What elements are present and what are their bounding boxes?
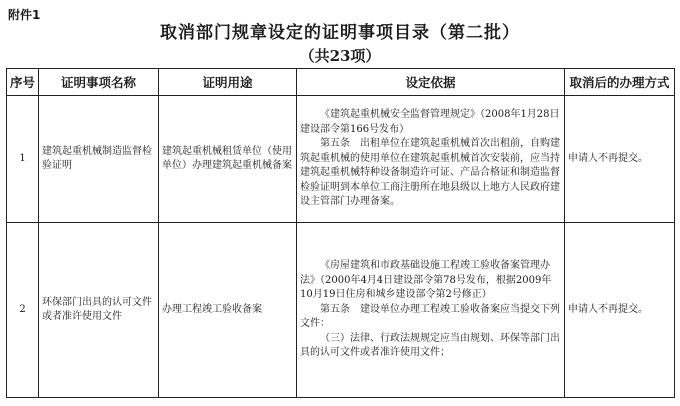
cell-usage: 建筑起重机械租赁单位（使用单位）办理建筑起重机械备案	[159, 96, 297, 223]
basis-document: 《房屋建筑和市政基础设施工程竣工验收备案管理办法》（2000年4月4日建设部令第78号发布，根据2009年10月19日住房和城乡建设部令第2号修正）	[300, 260, 552, 301]
basis-article: 第五条 出租单位在建筑起重机械首次出租前，自购建筑起重机械的使用单位在建筑起重机械首次安装前，应当持建筑起重机械特种设备制造许可证、产品合格证和制造监督检验证明到本单位工商注册所在地县级以上地方人民政府建设主管部门办理备案。	[300, 138, 560, 208]
cell-basis	[297, 96, 565, 223]
column-header-usage: 证明用途	[159, 69, 297, 96]
table-row	[7, 96, 675, 223]
cell-basis	[297, 223, 565, 398]
column-header-after: 取消后的办理方式	[565, 69, 675, 96]
column-header-no: 序号	[7, 69, 39, 96]
cell-after: 申请人不再提交。	[565, 223, 675, 398]
document-subtitle: （共23项）	[299, 47, 381, 65]
column-header-basis: 设定依据	[297, 69, 565, 96]
cell-no: 2	[7, 223, 39, 398]
cell-usage: 办理工程竣工验收备案	[159, 223, 297, 398]
cell-no: 1	[7, 96, 39, 223]
table-header-row	[7, 69, 675, 96]
column-header-name: 证明事项名称	[39, 69, 159, 96]
basis-article: 第五条 建设单位办理工程竣工验收备案应当提交下列文件：	[300, 303, 560, 330]
certificate-items-table	[6, 68, 675, 398]
document-title: 取消部门规章设定的证明事项目录（第二批）	[160, 23, 520, 43]
table-row	[7, 223, 675, 398]
annex-label: 附件1	[8, 8, 41, 22]
cell-name: 建筑起重机械制造监督检验证明	[39, 96, 159, 223]
cell-name: 环保部门出具的认可文件或者准许使用文件	[39, 223, 159, 398]
basis-clause: （三）法律、行政法规规定应当由规划、环保等部门出具的认可文件或者准许使用文件；	[300, 332, 560, 359]
basis-document: 《建筑起重机械安全监督管理规定》（2008年1月28日建设部令第166号发布）	[300, 109, 560, 135]
cell-after: 申请人不再提交。	[565, 96, 675, 223]
